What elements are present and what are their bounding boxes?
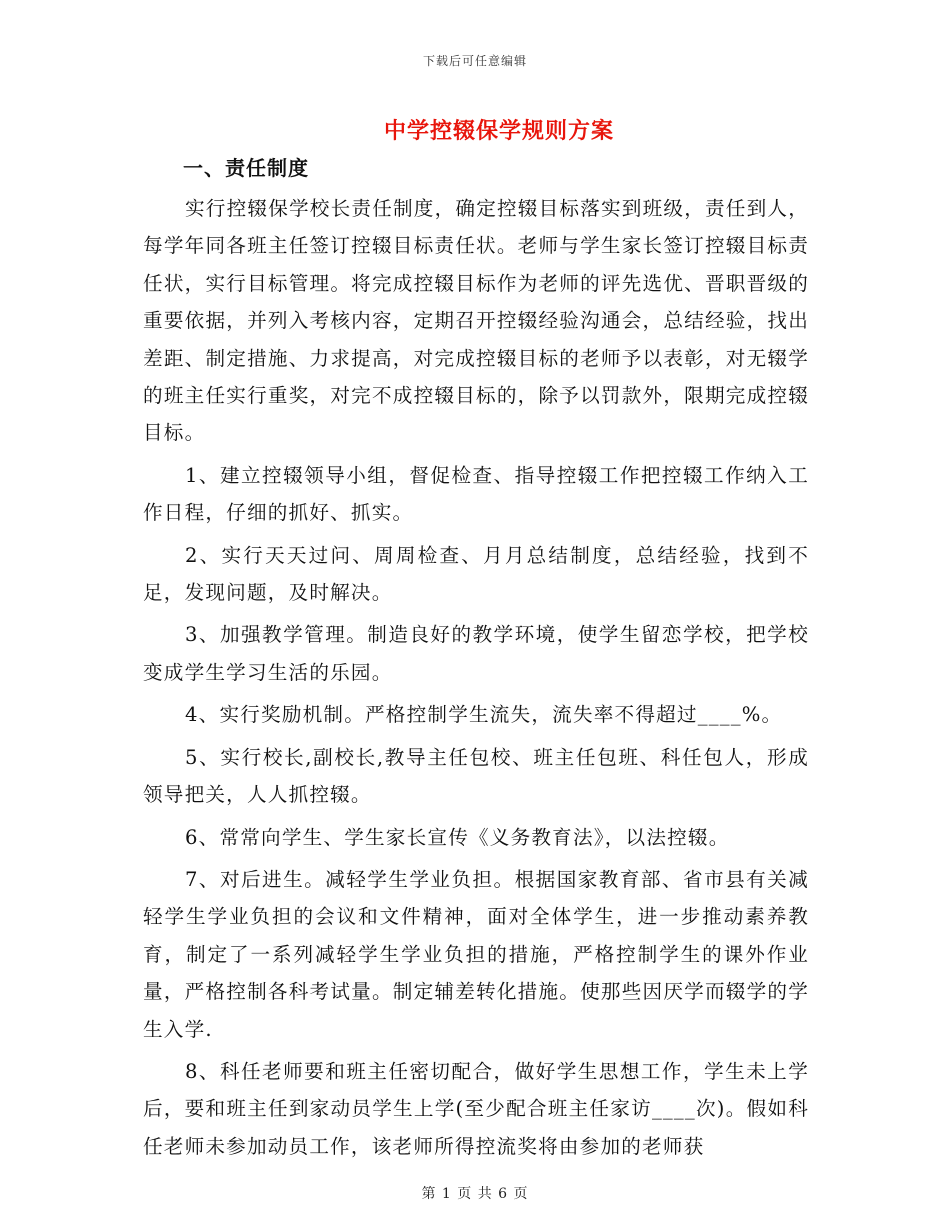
- intro-paragraph: 实行控辍保学校长责任制度，确定控辍目标落实到班级，责任到人，每学年同各班主任签订控辍目标责任状。老师与学生家长签订控辍目标责任状，实行目标管理。将完成控辍目标作为老师的评先选优、晋职晋级的重要依据，并列入考核内容，定期召开控辍经验沟通会，总结经验，找出差距、制定措施、力求提高，对完成控辍目标的老师予以表彰，对无辍学的班主任实行重奖，对完不成控辍目标的，除予以罚款外，限期完成控辍目标。: [143, 197, 809, 445]
- page-number: 第 1 页 共 6 页: [421, 1186, 529, 1202]
- document-body: [143, 147, 809, 1165]
- list-item: 3、加强教学管理。制造良好的教学环境，使学生留恋学校，把学校变成学生学习生活的乐园。: [143, 623, 809, 684]
- header-note: 下载后可任意编辑: [422, 54, 527, 68]
- list-item: 5、实行校长,副校长,教导主任包校、班主任包班、科任包人，形成领导把关，人人抓控辍。: [143, 745, 809, 807]
- list-item: 1、建立控辍领导小组，督促检查、指导控辍工作把控辍工作纳入工作日程，仔细的抓好、抓实。: [143, 463, 809, 525]
- list-item: 7、对后进生。减轻学生学业负担。根据国家教育部、省市县有关减轻学生学业负担的会议和文件精神，面对全体学生，进一步推动素养教育，制定了一系列减轻学生学业负担的措施，严格控制学生的课外作业量，严格控制各科考试量。制定辅差转化措施。使那些因厌学而辍学的学生入学.: [143, 867, 809, 1041]
- list-item: 6、常常向学生、学生家长宣传《义务教育法》，以法控辍。: [185, 825, 730, 849]
- list-item: 2、实行天天过问、周周检查、月月总结制度，总结经验，找到不足，发现问题，及时解决。: [143, 543, 809, 605]
- document-title: 中学控辍保学规则方案: [383, 118, 614, 144]
- section-heading: 一、责任制度: [183, 156, 309, 180]
- list-item: 8、科任老师要和班主任密切配合，做好学生思想工作，学生未上学后，要和班主任到家动员学生上学(至少配合班主任家访____次)。假如科任老师未参加动员工作，该老师所得控流奖将由参加的老师获: [143, 1059, 809, 1158]
- list-item: 4、实行奖励机制。严格控制学生流失，流失率不得超过____%。: [185, 703, 783, 727]
